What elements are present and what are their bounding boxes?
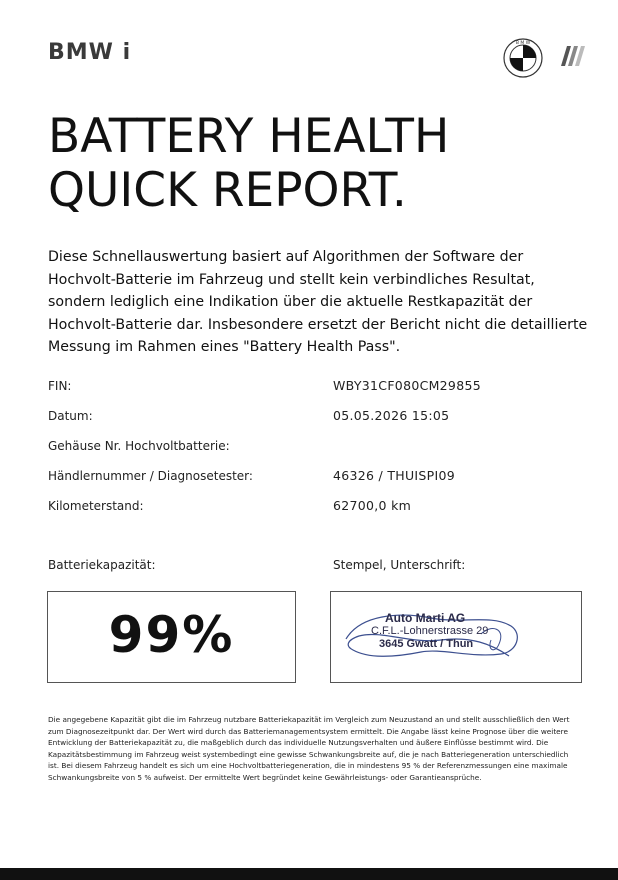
disclaimer-text: Die angegebene Kapazität gibt die im Fahrzeug nutzbare Batteriekapazität im Vergleich zum Neuzustand an und stellt ausschließlich den Wert zum Diagnosezeitpunkt dar. Der Wert wird durch das Batteriemanagementsystem ermittelt. Die Angabe lässt keine Prognose über die weitere Entwicklung der Batteriekapazität zu, die maßgeblich durch das individuelle Nutzungsverhalten und äußere Einflüsse bestimmt wird. Die Kapazitätsbestimmung im Fahrzeug weist systembedingt eine gewisse Schwankungsbreite auf, die je nach Batteriegeneration unterschiedlich ist. Bei diesem Fahrzeug handelt es sich um eine Hochvoltbatteriegeneration, die in mindestens 95 % der Referenzmessungen eine maximale Schwankungsbreite von 5 % aufweist. Der ermittelte Wert begründet keine Gewährleistungs- oder Garantieansprüche.	[48, 715, 570, 782]
svg-text:B M W: B M W	[515, 41, 531, 47]
stamp-label: Stempel, Unterschrift:	[333, 558, 466, 572]
bmw-roundel-icon	[503, 38, 543, 78]
housing-label: Gehäuse Nr. Hochvoltbatterie:	[48, 439, 230, 453]
dealer-value: 46326 / THUISPI09	[333, 468, 455, 483]
fin-value: WBY31CF080CM29855	[333, 378, 481, 393]
title-line-1: BATTERY HEALTH	[48, 109, 450, 164]
stamp-street: C.F.L.-Lohnerstrasse 29	[371, 625, 489, 637]
intro-paragraph: Diese Schnellauswertung basiert auf Algorithmen der Software der Hochvolt-Batterie im Fahrzeug und stellt kein verbindliches Resultat, sondern lediglich eine Indikation über die aktuelle Restkapazität der Hochvolt-Batterie dar. Insbesondere ersetzt der Bericht nicht die detaillierte Messung im Rahmen eines "Battery Health Pass".	[48, 249, 588, 355]
brand-name: BMW i	[48, 40, 132, 65]
fin-label: FIN:	[48, 379, 72, 393]
capacity-box	[47, 591, 296, 683]
date-value: 05.05.2026 15:05	[333, 408, 450, 423]
dealer-label: Händlernummer / Diagnosetester:	[48, 469, 253, 483]
bmw-i-stripes-icon	[553, 46, 587, 66]
report-title	[48, 110, 449, 218]
title-line-2: QUICK REPORT.	[48, 163, 407, 218]
capacity-value: 99%	[108, 606, 235, 664]
stamp-city: 3645 Gwatt / Thun	[379, 638, 474, 650]
stamp-text	[371, 612, 488, 651]
stamp-company-name: Auto Marti AG	[385, 611, 466, 625]
mileage-label: Kilometerstand:	[48, 499, 144, 513]
bottom-edge	[0, 868, 618, 880]
date-label: Datum:	[48, 409, 93, 423]
capacity-label: Batteriekapazität:	[48, 558, 156, 572]
mileage-value: 62700,0 km	[333, 498, 412, 513]
stamp-box	[330, 591, 582, 683]
